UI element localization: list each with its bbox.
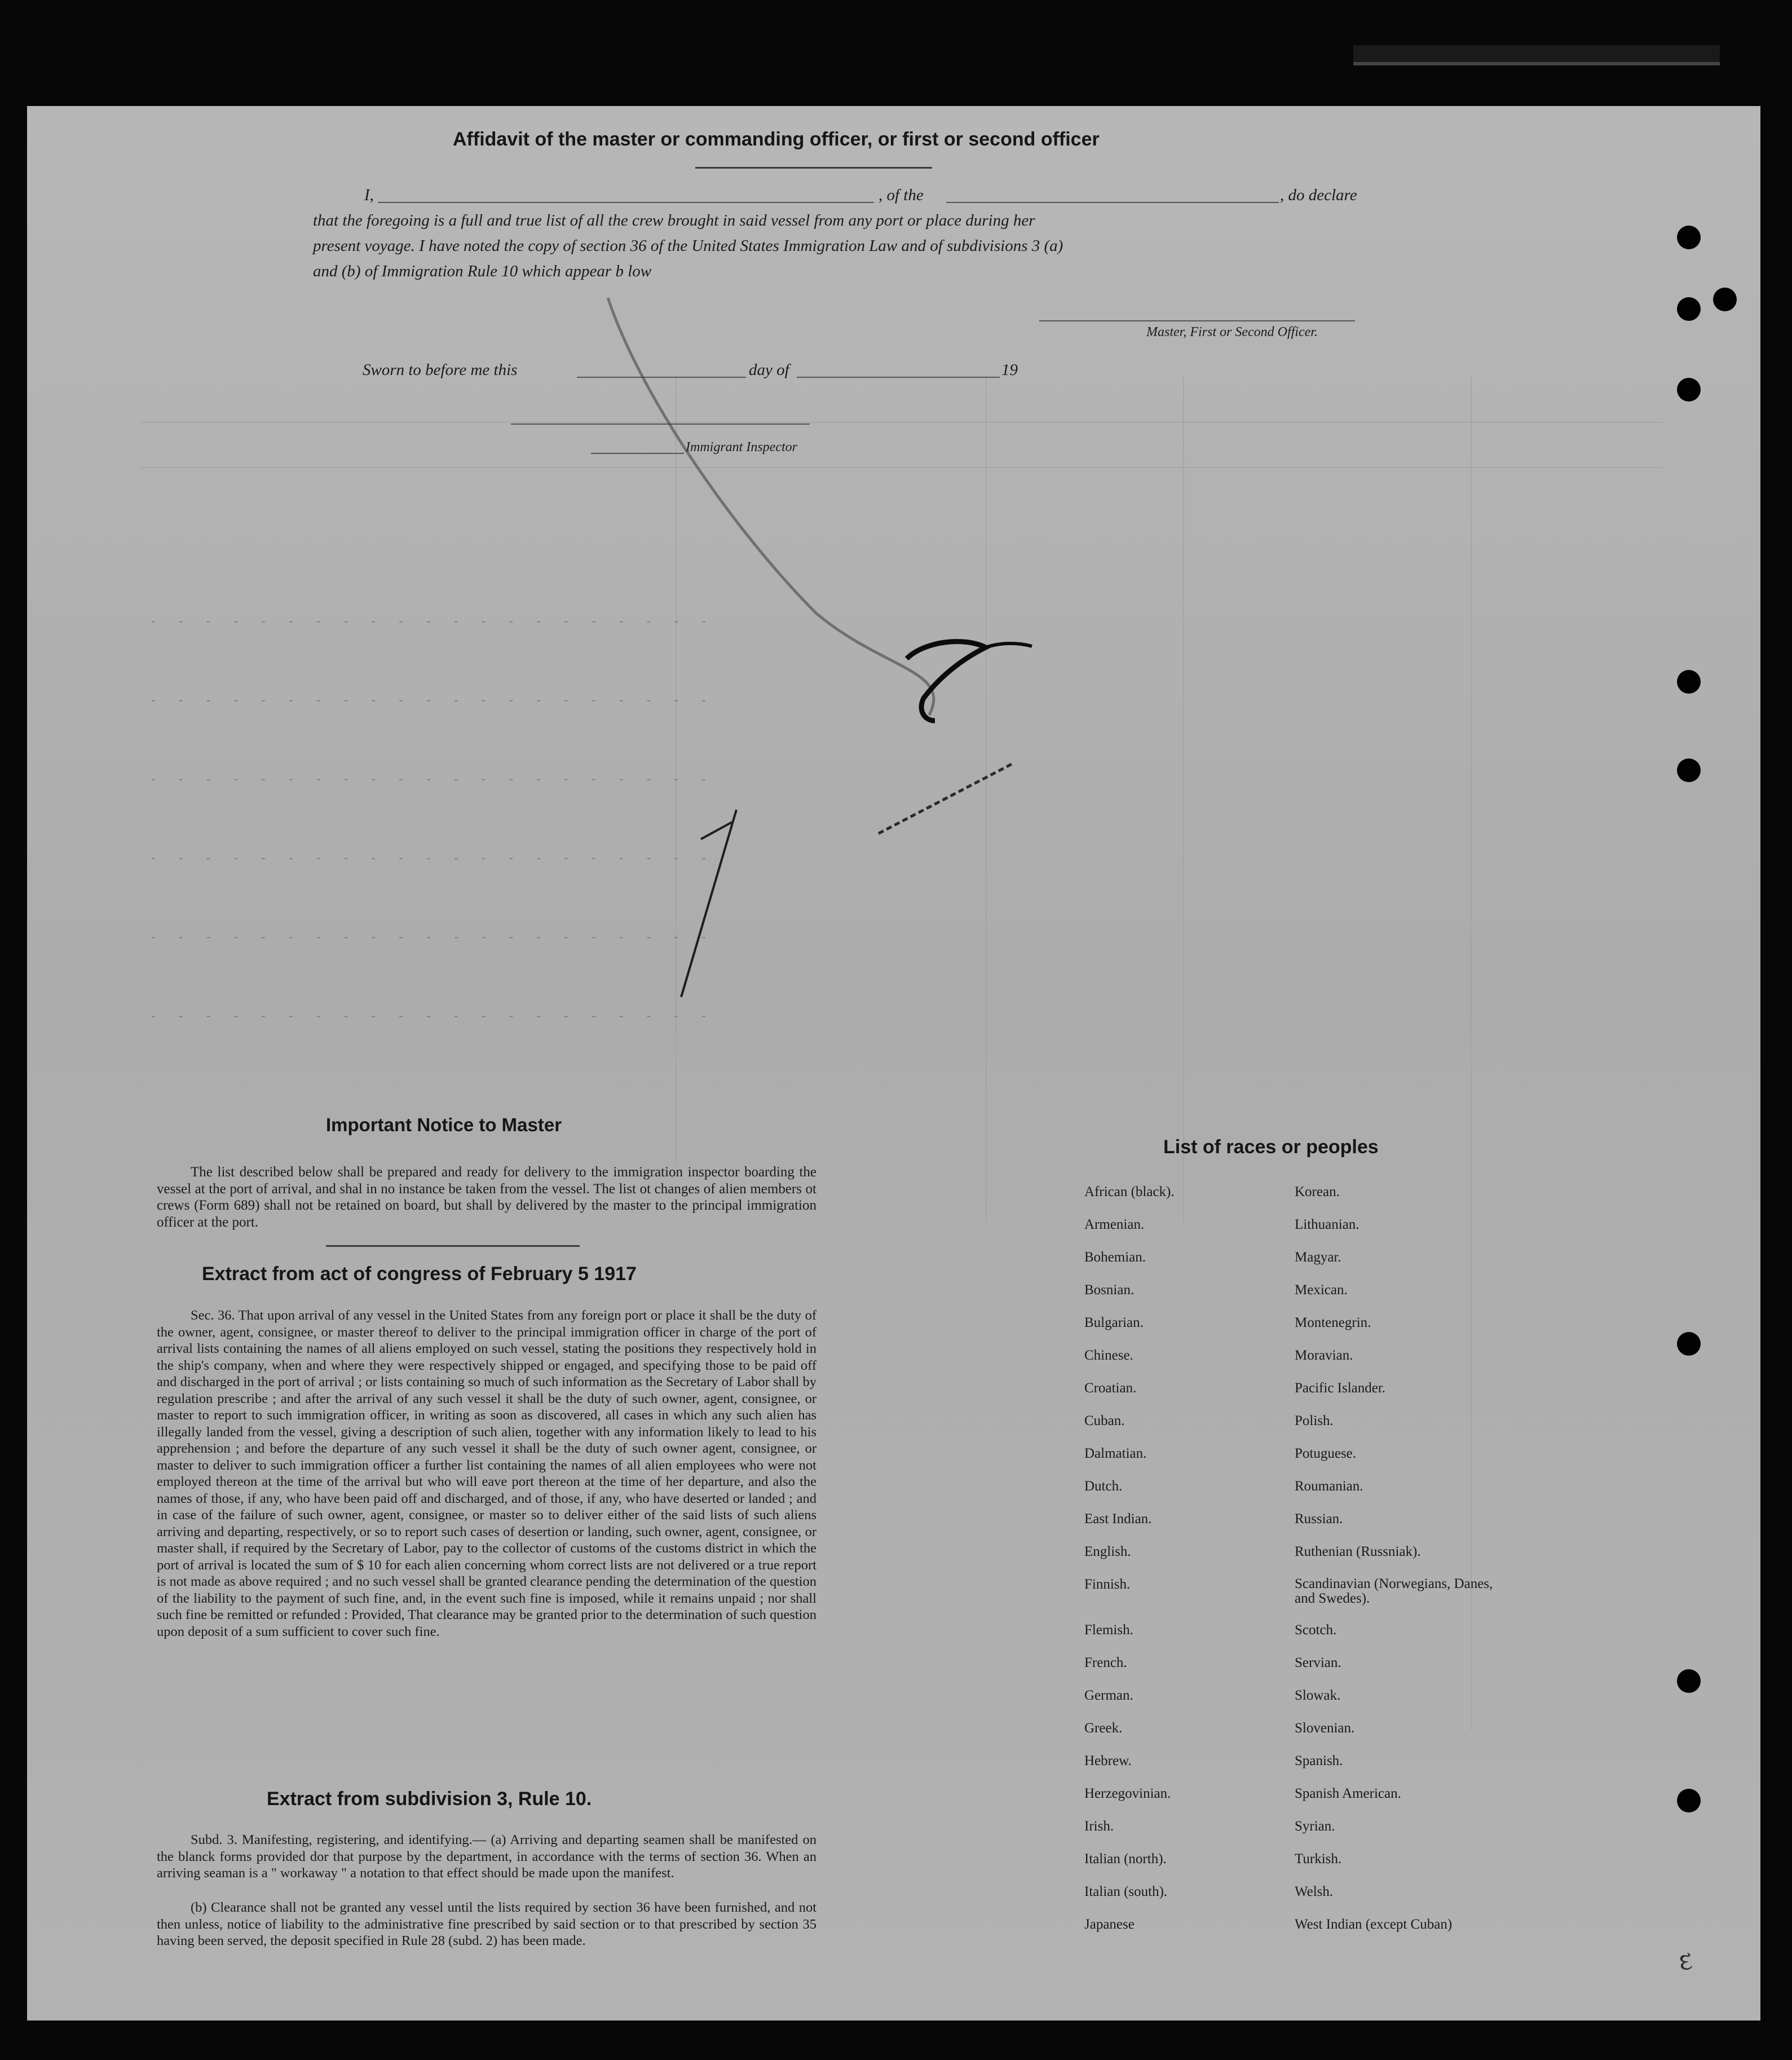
rule-para-a: Subd. 3. Manifesting, registering, and identifying.— (a) Arriving and departing seamen shall be manifested on the blanck forms provided dor that purpose by the department, in accordance with the terms of section 36. When an arriving seaman is a " workaway " a notation to that effect should be made upon the manifest. (157, 1832, 816, 1881)
affidavit-body-4: and (b) of Immigration Rule 10 which appear b low (313, 262, 652, 280)
ghost-dashes: - - - - - - - - - - - - - - - - - - - - - (151, 929, 716, 943)
ghost-dashes: - - - - - - - - - - - - - - - - - - - - - (151, 692, 716, 707)
punch-hole (1713, 288, 1737, 311)
rule-title: Extract from subdivision 3, Rule 10. (267, 1788, 592, 1810)
notice-title: Important Notice to Master (326, 1114, 562, 1135)
race-right: Slovenian. (1295, 1721, 1355, 1736)
sworn-c: 19 (1001, 361, 1018, 379)
race-left: Hebrew. (1084, 1753, 1132, 1768)
ghost-dashes: - - - - - - - - - - - - - - - - - - - - - (151, 850, 716, 864)
race-left: Cuban. (1084, 1413, 1125, 1428)
race-left: African (black). (1084, 1184, 1175, 1199)
signature-label: Master, First or Second Officer. (1146, 325, 1318, 339)
race-left: English. (1084, 1544, 1131, 1559)
race-left: Herzegovinian. (1084, 1786, 1171, 1801)
race-right: Mexican. (1295, 1282, 1348, 1298)
race-left: Irish. (1084, 1819, 1114, 1834)
ink-scribble (27, 106, 1760, 2021)
race-left: Bohemian. (1084, 1250, 1146, 1265)
race-right: Scandinavian (Norwegians, Danes, and Swedes). (1295, 1576, 1493, 1606)
punch-hole (1677, 1332, 1701, 1356)
race-left: German. (1084, 1688, 1133, 1703)
punch-hole (1677, 378, 1701, 402)
sworn-a: Sworn to before me this (363, 361, 518, 379)
affidavit-line1-a: I, (364, 186, 374, 204)
race-right: Montenegrin. (1295, 1315, 1371, 1330)
race-right: Potuguese. (1295, 1446, 1357, 1461)
race-left: Japanese (1084, 1917, 1135, 1932)
race-left: East Indian. (1084, 1511, 1152, 1527)
race-left: French. (1084, 1655, 1127, 1670)
race-left: Croatian. (1084, 1380, 1137, 1396)
notice-text: The list described below shall be prepared and ready for delivery to the immigration inspector boarding the vessel at the port of arrival, and shal in no instance be taken from the vessel. The list ot changes of alien members ot crews (Form 689) shall not be retained on board, but shall by delivered by the master to the principal immigration officer at the port. (157, 1164, 816, 1230)
race-right: Scotch. (1295, 1622, 1337, 1638)
act-title: Extract from act of congress of February 5 1917 (202, 1263, 637, 1285)
race-left: Bulgarian. (1084, 1315, 1144, 1330)
race-left: Dutch. (1084, 1479, 1123, 1494)
race-right: Pacific Islander. (1295, 1380, 1386, 1396)
race-right: Magyar. (1295, 1250, 1341, 1265)
race-left: Bosnian. (1084, 1282, 1135, 1298)
race-left: Greek. (1084, 1721, 1123, 1736)
race-right: West Indian (except Cuban) (1295, 1917, 1453, 1932)
punch-hole (1677, 226, 1701, 249)
race-left: Armenian. (1084, 1217, 1145, 1232)
race-left: Dalmatian. (1084, 1446, 1147, 1461)
race-right: Turkish. (1295, 1851, 1342, 1867)
affidavit-line1-c: , do declare (1280, 186, 1357, 204)
race-right: Slowak. (1295, 1688, 1341, 1703)
race-left: Flemish. (1084, 1622, 1133, 1638)
affidavit-body-3: present voyage. I have noted the copy of section 36 of the United States Immigration Law and of subdivisions 3 (a) (313, 237, 1063, 255)
ghost-dashes: - - - - - - - - - - - - - - - - - - - - - (151, 614, 716, 628)
inspector-label: Immigrant Inspector (686, 440, 797, 455)
race-left: Italian (north). (1084, 1851, 1167, 1867)
punch-hole (1677, 670, 1701, 694)
race-right: Servian. (1295, 1655, 1341, 1670)
document-sheet (27, 106, 1760, 2021)
race-right: Syrian. (1295, 1819, 1335, 1834)
punch-hole (1677, 1669, 1701, 1693)
affidavit-body-2: that the foregoing is a full and true list of all the crew brought in said vessel from any port or place during her (313, 211, 1035, 230)
race-right: Moravian. (1295, 1348, 1353, 1363)
race-right: Ruthenian (Russniak). (1295, 1544, 1421, 1559)
race-left: Italian (south). (1084, 1884, 1168, 1899)
ghost-dashes: - - - - - - - - - - - - - - - - - - - - - (151, 771, 716, 786)
sworn-b: day of (749, 361, 789, 379)
race-right: Lithuanian. (1295, 1217, 1360, 1232)
races-title: List of races or peoples (1163, 1136, 1379, 1158)
notice-rule (326, 1245, 580, 1247)
race-right: Spanish. (1295, 1753, 1343, 1768)
race-right: Roumanian. (1295, 1479, 1363, 1494)
race-right: Polish. (1295, 1413, 1334, 1428)
punch-hole (1677, 1789, 1701, 1812)
corner-mark: દ (1679, 1948, 1693, 1975)
act-text: Sec. 36. That upon arrival of any vessel in the United States from any foreign port or place it shall be the duty of the owner, agent, consignee, or master thereof to deliver to the principal immigration officer in charge of the port of arrival lists containing the names of all aliens employed on such vessel, stating the positions they respectively hold in the ship's company, when and where they were respectively shipped or engaged, and specifying those to be paid off and discharged in the port of arrival ; or lists containing so much of such information as the Secretary of Labor shall by regulation prescribe ; and after the arrival of any such vessel it shall be the duty of such owner, agent, consignee, or master to report to such immigration officer, in writing as soon as discovered, all cases in which any such alien has illegally landed from the vessel, giving a description of such alien, together with any information likely to lead to his apprehension ; and before the departure of any such vessel it shall be the duty of such owner agent, consignee, or master to deliver to such immigration officer a further list containing the names of all alien employees who were not employed thereon at the time of the arrival but who will eave port thereon at the time of her departure, and also the names of those, if any, who have been paid off and discharged, and of those, if any, who have deserted or landed ; and in case of the failure of such owner, agent, consignee, or master so to deliver either of the said lists of such aliens arriving and departing, respectively, or so to report such cases of desertion or landing, such owner, agent, consignee, or master shall, if required by the Secretary of Labor, pay to the collector of customs of the customs district in which the port of arrival is located the sum of $ 10 for each alien concerning whom correct lists are not delivered or a true report is not made as above required ; and no such vessel shall be granted clearance pending the determination of the question of the liability to the payment of such fine, and, in the event such fine is imposed, while it remains unpaid ; nor shall such fine be remitted or refunded : Provided, That clearance may be granted prior to the determination of such question upon deposit of a sum sufficient to cover such fine. (157, 1308, 816, 1639)
affidavit-title: Affidavit of the master or commanding officer, or first or second officer (453, 129, 1100, 150)
race-right: Spanish American. (1295, 1786, 1401, 1801)
punch-hole (1677, 758, 1701, 782)
race-left: Finnish. (1084, 1577, 1131, 1592)
punch-hole (1677, 297, 1701, 321)
affidavit-line1-b: , of the (879, 186, 924, 204)
top-edge-strip (1353, 45, 1720, 65)
ghost-dashes: - - - - - - - - - - - - - - - - - - - - - (151, 1008, 716, 1022)
race-left: Chinese. (1084, 1348, 1133, 1363)
race-right: Korean. (1295, 1184, 1340, 1199)
rule-para-b: (b) Clearance shall not be granted any vessel until the lists required by section 36 have been furnished, and not then unless, notice of liability to the administrative fine prescribed by said section or to that prescribed by section 35 having been served, the deposit specified in Rule 28 (subd. 2) has been made. (157, 1900, 816, 1948)
race-right: Russian. (1295, 1511, 1343, 1527)
race-right: Welsh. (1295, 1884, 1334, 1899)
